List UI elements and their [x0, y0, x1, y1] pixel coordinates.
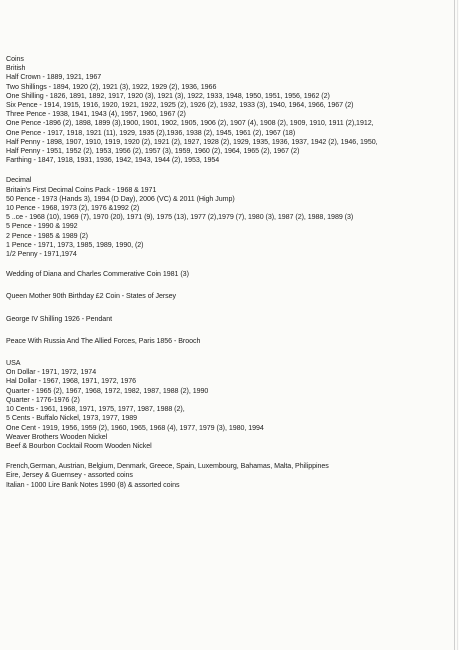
list-item: Half Penny - 1898, 1907, 1910, 1919, 1920 (2), 1921 (2), 1927, 1928 (2), 1929, 1935, 1936, 1937, 1942 (2), 1946, 1950,: [6, 137, 378, 146]
list-item: 10 Cents - 1961, 1968, 1971, 1975, 1977, 1987, 1988 (2),: [6, 405, 185, 414]
special-item: Wedding of Diana and Charles Commerative Coin 1981 (3): [6, 270, 189, 279]
decimal-heading: Decimal: [6, 176, 32, 185]
list-item: 2 Pence - 1985 & 1989 (2): [6, 231, 88, 240]
list-item: 5 Cents - Buffalo Nickel, 1973, 1977, 1989: [6, 414, 138, 423]
list-item: 5 ..ce - 1968 (10), 1969 (7), 1970 (20), 1971 (9), 1975 (13), 1977 (2),1979 (7), 1980 (3), 1987 (2), 1988, 1989 (3): [6, 213, 354, 222]
list-item: Quarter - 1776-1976 (2): [6, 395, 80, 404]
list-item: On Dollar - 1971, 1972, 1974: [6, 368, 97, 377]
list-item: Beef & Bourbon Cocktail Room Wooden Nickel: [6, 441, 152, 450]
list-item: One Pence - 1917, 1918, 1921 (11), 1929, 1935 (2),1936, 1938 (2), 1945, 1961 (2), 1967 (18): [6, 128, 296, 137]
page-edge-line: [457, 0, 458, 650]
list-item: Three Pence - 1938, 1941, 1943 (4), 1957, 1960, 1967 (2): [6, 110, 186, 119]
list-item: Britain's First Decimal Coins Pack - 1968 & 1971: [6, 185, 157, 194]
coins-heading: Coins: [6, 55, 24, 63]
list-item: One Pence -1896 (2), 1898, 1899 (3),1900, 1901, 1902, 1905, 1906 (2), 1907 (4), 1908 (2), 1909, 1910, 1911 (2),1912,: [6, 119, 374, 128]
list-item: Half Crown - 1889, 1921, 1967: [6, 73, 102, 82]
list-item: Two Shillings - 1894, 1920 (2), 1921 (3), 1922, 1929 (2), 1936, 1966: [6, 82, 217, 91]
list-item: Quarter - 1965 (2), 1967, 1968, 1972, 1982, 1987, 1988 (2), 1990: [6, 386, 209, 395]
page-edge-shadow: [454, 0, 455, 650]
list-item: One Shilling - 1826, 1891, 1892, 1917, 1920 (3), 1921 (3), 1922, 1933, 1948, 1950, 1951, 1956, 1962 (2): [6, 91, 330, 100]
list-item: 1 Pence - 1971, 1973, 1985, 1989, 1990, (2): [6, 240, 144, 249]
usa-heading: USA: [6, 359, 21, 368]
special-item: Queen Mother 90th Birthday £2 Coin - States of Jersey: [6, 292, 177, 301]
other-item: Italian - 1000 Lire Bank Notes 1990 (8) & assorted coins: [6, 480, 180, 489]
list-item: One Cent - 1919, 1956, 1959 (2), 1960, 1965, 1968 (4), 1977, 1979 (3), 1980, 1994: [6, 423, 264, 432]
list-item: Weaver Brothers Wooden Nickel: [6, 432, 108, 441]
list-item: Six Pence - 1914, 1915, 1916, 1920, 1921, 1922, 1925 (2), 1926 (2), 1932, 1933 (3), 1940, 1964, 1966, 1967 (2): [6, 101, 354, 110]
list-item: 10 Pence - 1968, 1973 (2), 1976 &1992 (2): [6, 204, 140, 213]
list-item: Half Penny - 1951, 1952 (2), 1953, 1956 (2), 1957 (3), 1959, 1960 (2), 1964, 1965 (2), 1967 (2): [6, 147, 300, 156]
list-item: 5 Pence - 1990 & 1992: [6, 222, 78, 231]
other-item: Eire, Jersey & Guernsey - assorted coins: [6, 471, 133, 480]
other-item: French,German, Austrian, Belgium, Denmark, Greece, Spain, Luxembourg, Bahamas, Malta, Philippines: [6, 462, 329, 471]
list-item: Hal Dollar - 1967, 1968, 1971, 1972, 1976: [6, 377, 137, 386]
british-heading: British: [6, 64, 26, 73]
list-item: 50 Pence - 1973 (Hands 3), 1994 (D Day), 2006 (VC) & 2011 (High Jump): [6, 194, 235, 203]
list-item: Farthing - 1847, 1918, 1931, 1936, 1942, 1943, 1944 (2), 1953, 1954: [6, 156, 220, 165]
special-item: George IV Shilling 1926 - Pendant: [6, 314, 113, 323]
list-item: 1/2 Penny - 1971,1974: [6, 250, 77, 259]
special-item: Peace With Russia And The Allied Forces, Paris 1856 - Brooch: [6, 336, 201, 345]
document-body: [6, 55, 451, 490]
